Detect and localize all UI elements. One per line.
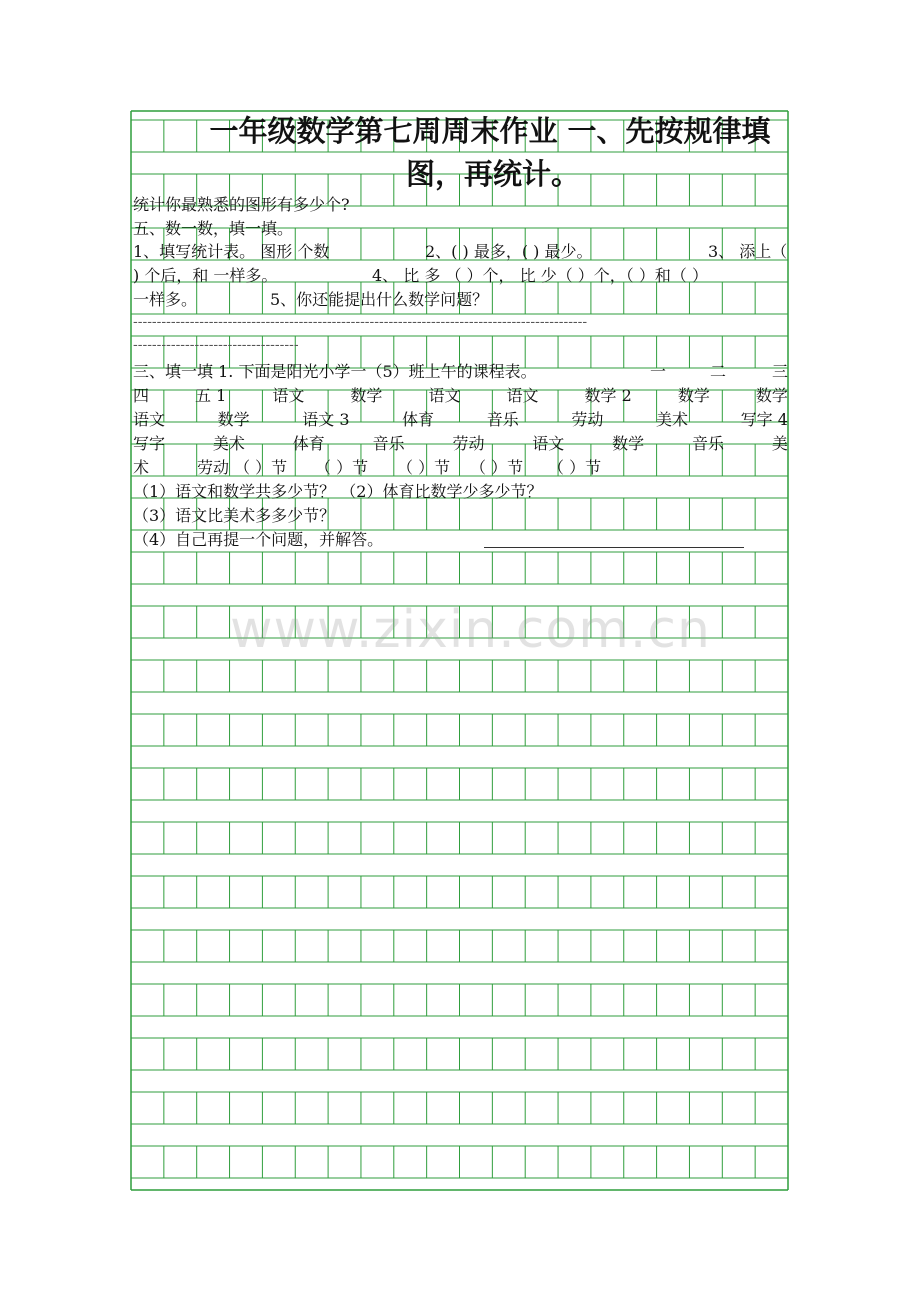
dashed-answer-line-long: ------------------------------------------------------------------------------------------------ (133, 314, 588, 330)
question-3: 3、 添上（ (708, 242, 788, 261)
page-title-line2: 图，再统计。 (405, 157, 580, 191)
schedule-cell: 数学 2 (584, 386, 632, 405)
schedule-cell: 体育 (402, 410, 435, 429)
sub-question-1-2: （1）语文和数学共多少节？ （2）体育比数学少多少节？ (133, 482, 543, 501)
schedule-cell: 美术 (656, 410, 689, 429)
schedule-cell: 写字 4 (740, 410, 788, 429)
schedule-cell: 劳动 (452, 434, 485, 453)
schedule-header-1: 一 (650, 362, 667, 381)
question-3-continued: ) 个后，和 一样多。 (133, 266, 278, 285)
schedule-row-4-cell-3: （ ）节 (397, 458, 451, 477)
sub-question-4: （4）自己再提一个问题，并解答。 (133, 530, 384, 549)
schedule-cell: 语文 3 (302, 410, 350, 429)
schedule-row-2 (133, 410, 788, 430)
schedule-cell: 数学 (677, 386, 710, 405)
schedule-cell: 写字 (133, 434, 166, 453)
schedule-row-4-cell-4: （ ）节 (470, 458, 524, 477)
dashed-answer-line-short: ----------------------------------- (133, 337, 299, 353)
schedule-cell: 语文 (428, 386, 461, 405)
schedule-row-4-cell-1: 劳动 （ ）节 (197, 458, 288, 477)
sub-question-3: （3）语文比美术多多少节？ (133, 506, 336, 525)
schedule-cell: 音乐 (486, 410, 519, 429)
question-4-continued: 一样多。 (133, 290, 198, 309)
schedule-cell: 语文 (133, 410, 166, 429)
schedule-cell: 数学 (612, 434, 645, 453)
stat-question: 统计你最熟悉的图形有多少个? (133, 195, 350, 214)
schedule-cell: 语文 (272, 386, 305, 405)
question-5: 5、你还能提出什么数学问题？ (270, 290, 489, 309)
schedule-cell: 语文 (532, 434, 565, 453)
page-title-line1: 一年级数学第七周周末作业 一、先按规律填 (209, 114, 771, 148)
schedule-cell: 四 (133, 386, 150, 405)
question-4: 4、 比 多 （ ）个， 比 少（ ）个，（ ）和（ ） (372, 266, 708, 285)
schedule-row-4-cell-0: 术 (133, 458, 150, 477)
schedule-cell: 体育 (292, 434, 325, 453)
schedule-cell: 数学 (217, 410, 250, 429)
schedule-header-3: 三 (772, 362, 789, 381)
section-three-heading: 三、填一填 1. 下面是阳光小学一（5）班上午的课程表。 (133, 362, 537, 381)
schedule-cell: 音乐 (692, 434, 725, 453)
schedule-header-2: 二 (710, 362, 727, 381)
schedule-row-4-cell-5: （ ）节 (548, 458, 602, 477)
section-five-heading: 五、数一数，填一填。 (133, 219, 294, 238)
schedule-cell: 美术 (212, 434, 245, 453)
answer-underline (484, 547, 744, 548)
schedule-cell: 数学 (755, 386, 788, 405)
question-2: 2、( ) 最多，( ) 最少。 (425, 242, 593, 261)
schedule-cell: 语文 (506, 386, 539, 405)
watermark: www.zixin.com.cn (230, 600, 711, 660)
schedule-row-3 (133, 434, 788, 454)
schedule-cell: 美 (771, 434, 788, 453)
schedule-cell: 音乐 (372, 434, 405, 453)
schedule-row-1 (133, 386, 788, 406)
schedule-row-4-cell-2: （ ）节 (315, 458, 369, 477)
schedule-cell: 劳动 (571, 410, 604, 429)
question-1: 1、填写统计表。 图形 个数 (133, 242, 330, 261)
schedule-cell: 五 1 (195, 386, 227, 405)
schedule-cell: 数学 (350, 386, 383, 405)
